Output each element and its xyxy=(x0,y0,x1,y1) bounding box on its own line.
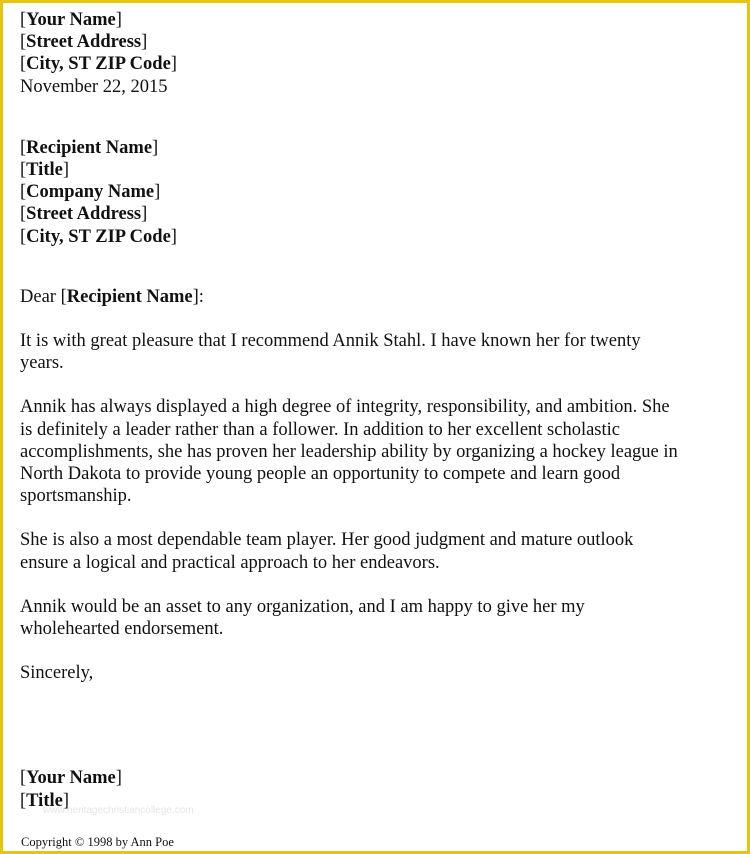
body-paragraph-1: It is with great pleasure that I recommend Annik Stahl. I have known her for twenty years. xyxy=(20,331,641,374)
recipient-name: [Recipient Name] xyxy=(20,137,159,158)
sender-name: [Your Name] xyxy=(20,10,122,30)
signature-title: [Title] xyxy=(20,790,70,811)
body-paragraph-4: Annik would be an asset to any organization, and I am happy to give her my wholehearted endorsement. xyxy=(20,596,585,640)
watermark: www.heritagechristiancollege.com xyxy=(43,805,194,816)
recipient-city: [City, ST ZIP Code] xyxy=(20,226,177,247)
letter-body xyxy=(20,9,720,812)
recipient-street: [Street Address] xyxy=(20,204,148,225)
body-paragraph-3: She is also a most dependable team player. Her good judgment and mature outlook ensure a logical and practical approach to her endeavors. xyxy=(20,530,634,573)
recipient-company: [Company Name] xyxy=(20,182,161,203)
signature-name: [Your Name] xyxy=(20,768,122,789)
closing: Sincerely, xyxy=(20,663,94,684)
letter-date: November 22, 2015 xyxy=(20,76,168,97)
sender-block xyxy=(20,9,720,98)
recipient-block xyxy=(20,137,720,248)
sender-street: [Street Address] xyxy=(20,32,148,53)
sender-city: [City, ST ZIP Code] xyxy=(20,54,177,75)
copyright-footer: Copyright © 1998 by Ann Poe xyxy=(21,835,174,849)
salutation: Dear [Recipient Name]: xyxy=(20,286,204,307)
recipient-title: [Title] xyxy=(20,160,70,181)
body-paragraph-2: Annik has always displayed a high degree of integrity, responsibility, and ambition. She is definitely a leader rather than a follower. In addition to her excellent scholastic accomplishments, she has proven her leadership ability by organizing a hockey league in North Dakota to provide young people an opportunity to compete and learn good sportsmanship. xyxy=(20,397,678,507)
